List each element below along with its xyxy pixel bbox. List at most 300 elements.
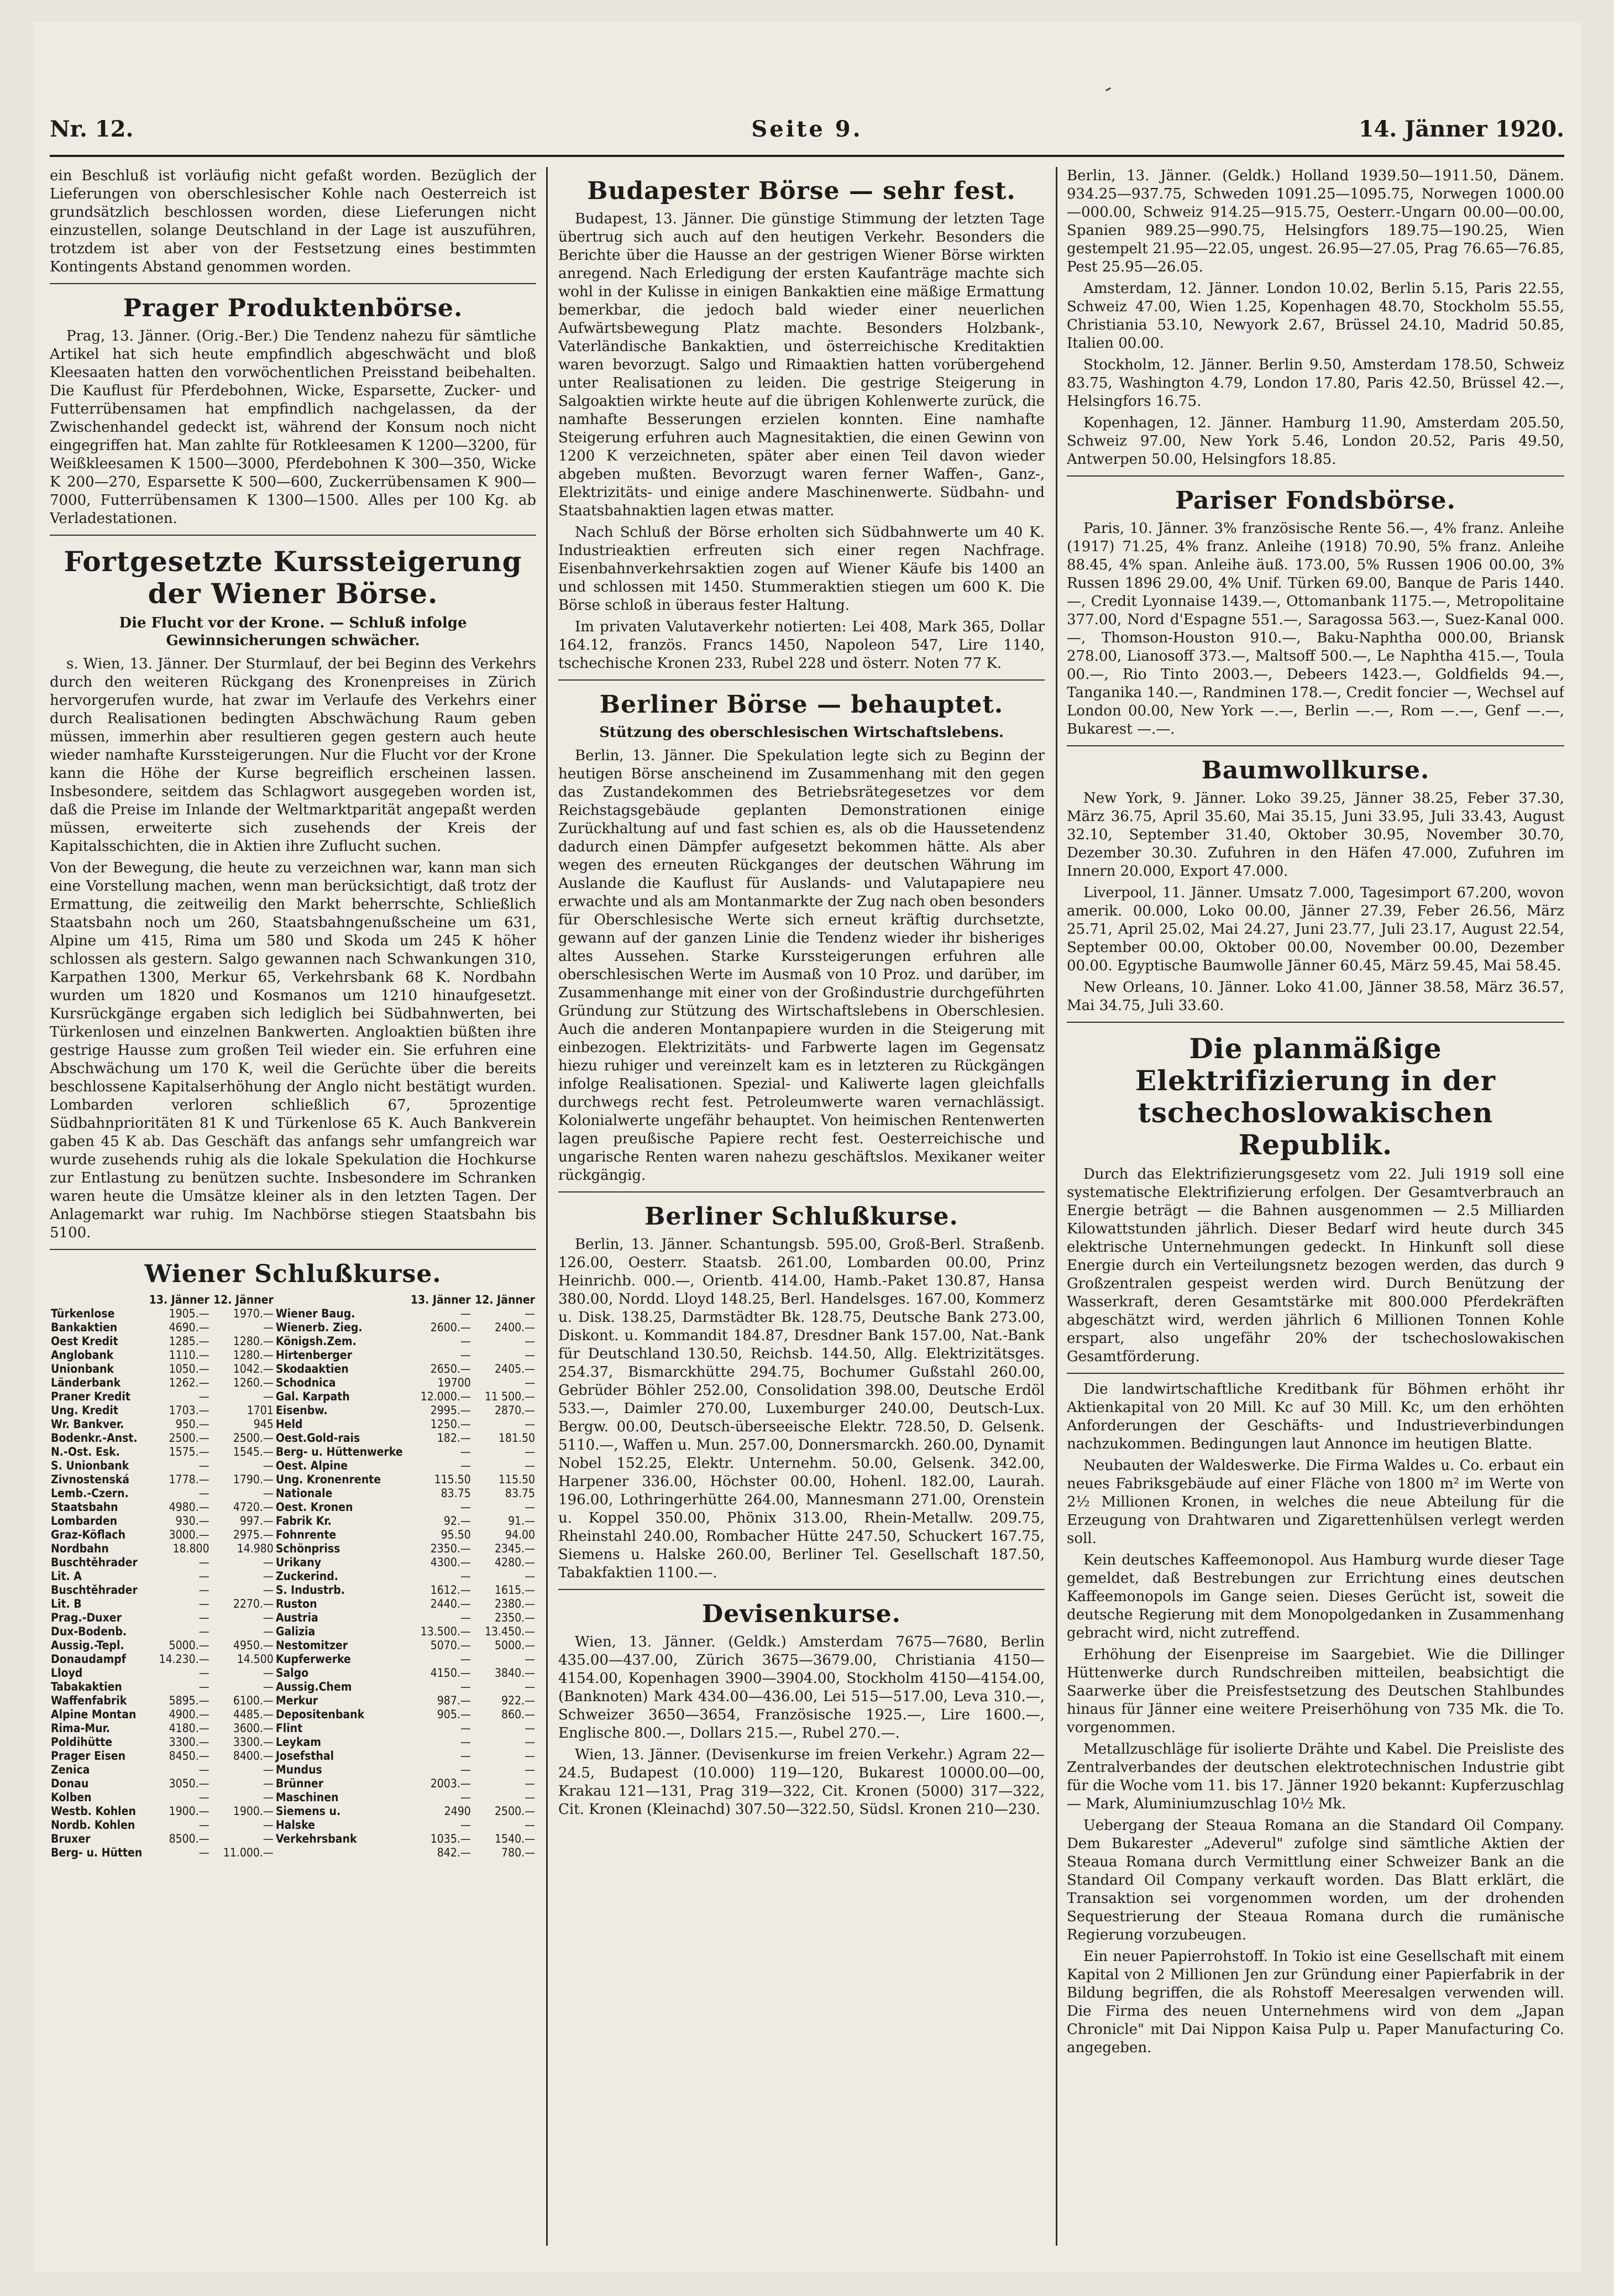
table-cell: — xyxy=(263,1625,274,1638)
table-cell: 115.50 xyxy=(498,1473,535,1486)
separator xyxy=(50,535,536,536)
table-cell: — xyxy=(198,1791,209,1804)
berlin-paragraph: Berlin, 13. Jänner. Die Spekulation legte sich zu Beginn der heutigen Börse anscheinend im Zusammenhang mit den gegen das Zustandekommen des Betriebsrätegesetzes vor dem Reichstagsgebäude geplanten Demonstrationen einige Zurückhaltung auf und fast schien es, als ob die Haussetendenz dadurch einen Dämpfer aufgesetzt bekommen hätte. Als aber wegen des erneuten Rückganges der deutschen Währung im Auslande die Kauflust für Auslands- und Valutapapiere neu erwachte und als am Montanmarkte der Zug nach oben besonders für Oberschlesische Werte sich erneut kräftig durchsetzte, gewann auf der ganzen Linie die Tendenz wieder ihr bisheriges altes Aussehen. Starke Kurssteigerungen erfuhren alle oberschlesischen Werte im Ausmaß von 10 Proz. und darüber, im Zusammenhange mit einer von der Großindustrie durchgeführten Gründung zur Stützung des Wirtschaftslebens in Oberschlesien. Auch die anderen Montanpapiere wurden in die Steigerung mit einbezogen. Elektrizitäts- und Farbwerte lagen im Gegensatz hiezu ruhiger und vereinzelt kam es in letzteren zu Rückgängen infolge Realisationen. Spezial- und Kaliwerte lagen gleichfalls durchwegs recht fest. Petroleumwerte waren vernachlässigt. Kolonialwerte ungefähr behauptet. Von heimischen Rentenwerten lagen preußische Papiere recht fest. Oesterreichische und ungarische Renten waren nahezu geschäftslos. Mexikaner weiter rückgängig. xyxy=(558,747,1045,1184)
baumwolle-liverpool: Liverpool, 11. Jänner. Umsatz 7.000, Tagesimport 67.200, wovon amerik. 00.000, Loko 00.00, Jänner 27.39, Feber 26.56, März 25.71, April 25.02, Mai 24.27, Juni 23.77, Juli 23.17, August 22.54, September 00.00, Oktober 00.00, November 00.00, Dezember 00.00. Egyptische Baumwolle Jänner 60.45, März 59.45, Mai 58.45. xyxy=(1067,885,1564,974)
table-cell: — xyxy=(460,1611,471,1624)
table-row xyxy=(50,1390,536,1404)
table-cell: 1280.— xyxy=(233,1348,274,1362)
table-cell: — xyxy=(198,1583,209,1597)
table-cell: 1540.— xyxy=(495,1832,535,1845)
table-cell: Lit. A xyxy=(51,1570,82,1583)
table-header-cell: 12. Jänner xyxy=(213,1293,274,1306)
table-cell: 2003.— xyxy=(430,1777,471,1790)
table-cell: Prager Eisen xyxy=(51,1749,126,1762)
table-cell: 95.50 xyxy=(441,1528,471,1541)
ink-mark xyxy=(1105,87,1111,92)
table-cell: 3000.— xyxy=(169,1528,209,1541)
table-cell: 2870.— xyxy=(495,1404,535,1417)
table-cell: Graz-Köflach xyxy=(51,1528,126,1541)
table-cell: 1790.— xyxy=(233,1473,274,1486)
table-cell: — xyxy=(263,1832,274,1845)
table-cell: 1703.— xyxy=(169,1404,209,1417)
table-cell: 115.50 xyxy=(434,1473,471,1486)
wien-subheading: Die Flucht vor der Krone. — Schluß infolge Gewinnsicherungen schwächer. xyxy=(119,615,467,649)
table-cell: Josefsthal xyxy=(275,1749,334,1762)
table-row xyxy=(50,1348,536,1362)
table-row xyxy=(50,1583,536,1597)
table-cell: 4150.— xyxy=(430,1666,471,1680)
table-row xyxy=(50,1735,536,1749)
table-cell: Kupferwerke xyxy=(275,1652,351,1666)
table-cell: Dux-Bodenb. xyxy=(51,1625,127,1638)
table-cell: Ung. Kronenrente xyxy=(275,1473,381,1486)
news-item: Neubauten der Waldeswerke. Die Firma Waldes u. Co. erbaut ein neues Fabriksgebäude auf einer Fläche von 1800 m² im Werte von 2½ Millionen Kronen, in welches die neue Abteilung für die Erzeugung von Drahtwaren und Zigarettenhülsen verlegt werden soll. xyxy=(1067,1457,1564,1547)
table-cell: 945 xyxy=(253,1418,274,1431)
table-cell: — xyxy=(525,1445,535,1458)
table-cell: Aussig.Chem xyxy=(275,1680,352,1693)
header-rule xyxy=(50,155,1564,157)
table-cell: 83.75 xyxy=(441,1487,471,1500)
table-cell: Königsh.Zem. xyxy=(275,1335,357,1348)
table-cell: Siemens u. xyxy=(275,1805,341,1818)
table-cell: Eisenbw. xyxy=(275,1404,328,1417)
table-cell: Lemb.-Czern. xyxy=(51,1487,129,1500)
table-cell: — xyxy=(263,1666,274,1680)
table-cell: 780.— xyxy=(501,1846,535,1859)
table-cell xyxy=(275,1846,408,1860)
table-cell: Wr. Bankver. xyxy=(51,1418,124,1431)
table-cell: 2405.— xyxy=(495,1362,535,1375)
table-cell: 1260.— xyxy=(233,1376,274,1389)
wiener-schlusskurse-table xyxy=(50,1293,536,1860)
table-row xyxy=(50,1376,536,1390)
table-cell: — xyxy=(460,1459,471,1472)
table-cell: — xyxy=(263,1818,274,1832)
table-cell: 4300.— xyxy=(430,1556,471,1569)
table-cell: 2995.— xyxy=(430,1404,471,1417)
table-cell: Alpine Montan xyxy=(51,1708,137,1721)
table-cell: 2345.— xyxy=(495,1542,535,1555)
table-cell: 3300.— xyxy=(233,1735,274,1749)
table-header-cell: 13. Jänner xyxy=(410,1293,471,1306)
table-cell: 1575.— xyxy=(169,1445,209,1458)
table-cell: 922.— xyxy=(501,1694,535,1707)
table-cell: — xyxy=(525,1652,535,1666)
table-cell: 1042.— xyxy=(233,1362,274,1375)
table-cell: Nestomitzer xyxy=(275,1639,348,1652)
table-row xyxy=(50,1500,536,1514)
table-cell: Türkenlose xyxy=(51,1307,115,1320)
table-cell: — xyxy=(263,1680,274,1693)
table-cell: 2500.— xyxy=(169,1431,209,1445)
table-cell: 1050.— xyxy=(169,1362,209,1375)
table-cell: 2400.— xyxy=(495,1321,535,1334)
table-row xyxy=(50,1431,536,1445)
table-row xyxy=(50,1307,536,1321)
baumwolle-heading: Baumwollkurse. xyxy=(1201,756,1430,784)
table-cell: Halske xyxy=(275,1818,315,1832)
table-cell: 5000.— xyxy=(169,1639,209,1652)
table-cell: — xyxy=(460,1791,471,1804)
table-cell: Anglobank xyxy=(51,1348,114,1362)
column-1 xyxy=(50,167,536,2257)
table-cell: — xyxy=(263,1791,274,1804)
table-row xyxy=(50,1321,536,1335)
table-cell: — xyxy=(198,1680,209,1693)
column-2 xyxy=(558,167,1045,2257)
table-cell: 8500.— xyxy=(169,1832,209,1845)
table-cell: 2270.— xyxy=(233,1597,274,1610)
table-cell: 930.— xyxy=(175,1514,209,1528)
table-cell: — xyxy=(525,1777,535,1790)
table-cell: Mundus xyxy=(275,1763,322,1776)
devisen-amsterdam: Amsterdam, 12. Jänner. London 10.02, Berlin 5.15, Paris 22.55, Schweiz 47.00, Wien 1.25, Kopenhagen 48.70, Stockholm 55.55, Christiania 53.10, Newyork 2.67, Brüssel 24.10, Madrid 50.85, Italien 00.00. xyxy=(1067,280,1564,352)
table-cell: 3050.— xyxy=(169,1777,209,1790)
table-cell: 92.— xyxy=(443,1514,471,1528)
table-cell: Donau xyxy=(51,1777,89,1790)
table-cell: Kolben xyxy=(51,1791,92,1804)
table-row xyxy=(50,1694,536,1708)
table-cell: — xyxy=(460,1763,471,1776)
table-cell: Wiener Baug. xyxy=(275,1307,355,1320)
table-cell: 13.500.— xyxy=(420,1625,471,1638)
table-cell: — xyxy=(460,1445,471,1458)
table-cell: 2650.— xyxy=(430,1362,471,1375)
devisen-stockholm: Stockholm, 12. Jänner. Berlin 9.50, Amsterdam 178.50, Schweiz 83.75, Washington 4.79, London 17.80, Paris 42.50, Brüssel 42.—, Helsingfors 16.75. xyxy=(1067,357,1564,410)
table-cell: Praner Kredit xyxy=(51,1390,130,1403)
table-cell: Nationale xyxy=(275,1487,333,1500)
table-cell: 1900.— xyxy=(233,1805,274,1818)
table-cell: 2490 xyxy=(444,1805,471,1818)
berlin-subheading: Stützung des oberschlesischen Wirtschaftslebens. xyxy=(599,724,1004,741)
table-cell: 4720.— xyxy=(233,1500,274,1514)
table-cell: — xyxy=(525,1722,535,1735)
table-cell: — xyxy=(198,1556,209,1569)
table-cell: Tabakaktien xyxy=(51,1680,122,1693)
table-cell: — xyxy=(263,1611,274,1624)
wien-paragraph-2: Von der Bewegung, die heute zu verzeichnen war, kann man sich eine Vorstellung machen, wenn man berücksichtigt, daß trotz der Ermattung, die zeitweilig den Markt beherrschte, Schließlich Staatsbahn noch um 260, Staatsbahngenußscheine um 631, Alpine um 415, Rima um 580 und Skoda um 245 K höher schlossen als gestern. Salgo gewannen nach Schwankungen 310, Karpathen 1300, Merkur 65, Verkehrsbank 68 K. Nordbahn wurden um 1820 und Kosmanos um 1210 hinaufgesetzt. Kursrückgänge ergaben sich lediglich bei Südbahnwerten, bei Türkenlosen und einzelnen Bankwerten. Angloaktien büßten ihre gestrige Hausse zum großen Teil wieder ein. Sie erfuhren eine Abschwächung um 170 K, weil die Gerüchte über die bereits beschlossene Kapitalserhöhung der Anglo nicht bestätigt wurden. Lombarden verloren schließlich 67, 5prozentige Südbahnprioritäten 81 K und Türkenlose 65 K. Auch Bankverein gaben 45 K ab. Das Geschäft das anfangs sehr umfangreich war wurde zusehends ruhig als die lokale Spekulation die Hochkurse zur Entlastung zu benützen suchte. Insbesondere im Schranken waren heute die Umsätze kleiner als in den letzten Tagen. Der Anlagemarkt war ruhig. Im Nachbörse stiegen Staatsbahn bis 5100. xyxy=(50,860,536,1241)
table-cell: Leykam xyxy=(275,1735,321,1749)
table-cell: — xyxy=(263,1556,274,1569)
table-cell: 4485.— xyxy=(233,1708,274,1721)
budapest-paragraph-2: Nach Schluß der Börse erholten sich Südbahnwerte um 40 K. Industrieaktien erfreuten sich einer regen Nachfrage. Eisenbahnverkehrsaktien zogen auf Wiener Käufe bis 1400 an und schlossen mit 1450. Stummeraktien stiegen um 600 K. Die Börse schloß in überaus fester Haltung. xyxy=(558,524,1045,614)
table-cell: — xyxy=(460,1335,471,1348)
table-cell: 2440.— xyxy=(430,1597,471,1610)
table-cell: — xyxy=(198,1818,209,1832)
page-header xyxy=(50,116,1564,155)
table-cell: — xyxy=(198,1597,209,1610)
table-cell: Bruxer xyxy=(51,1832,91,1845)
table-cell: 1545.— xyxy=(233,1445,274,1458)
table-cell: — xyxy=(460,1735,471,1749)
table-cell: — xyxy=(525,1376,535,1389)
separator xyxy=(1067,475,1564,477)
table-header-row xyxy=(50,1293,536,1307)
separator xyxy=(558,679,1045,681)
paris-text: Paris, 10. Jänner. 3% französische Rente 56.—, 4% franz. Anleihe (1917) 71.25, 4% franz. Anleihe (1918) 70.90, 5% franz. Anleihe 88.45, 4% span. Anleihe äuß. 173.00, 5% Russen 1906 00.00, 3% Russen 1896 29.00, 4% Unif. Türken 69.00, Banque de Paris 1440.—, Credit Lyonnaise 1439.—, Ottomanbank 1175.—, Metropolitaine 377.00, Nord d'Espagne 551.—, Saragossa 563.—, Suez-Kanal 000.—, Thomson-Houston 910.—, Baku-Naphtha 000.00, Briansk 278.00, Lianosoff 373.—, Maltsoff 500.—, Le Naphtha 415.—, Toula 00.—, Rio Tinto 2003.—, Debeers 1423.—, Goldfields 94.—, Tanganika 140.—, Randminen 178.—, Credit foncier —, Wechsel auf London 00.00, New York —.—, Berlin —.—, Rom —.—, Genf —.—, Bukarest —.—. xyxy=(1067,520,1564,738)
schlusskurse-heading: Wiener Schlußkurse. xyxy=(144,1260,442,1288)
separator xyxy=(1067,745,1564,746)
table-row xyxy=(50,1611,536,1625)
table-cell: Held xyxy=(275,1418,303,1431)
table-cell: — xyxy=(198,1763,209,1776)
table-cell: 8400.— xyxy=(233,1749,274,1762)
table-cell: 1900.— xyxy=(169,1805,209,1818)
table-cell: 1612.— xyxy=(430,1583,471,1597)
table-cell: — xyxy=(460,1500,471,1514)
table-cell: — xyxy=(460,1307,471,1320)
table-cell: 12.000.— xyxy=(420,1390,471,1403)
table-row xyxy=(50,1528,536,1542)
table-cell: — xyxy=(525,1459,535,1472)
table-cell: 2350.— xyxy=(495,1611,535,1624)
table-cell: — xyxy=(525,1735,535,1749)
table-cell: 5070.— xyxy=(430,1639,471,1652)
quotes-table-wrapper xyxy=(50,1293,536,1860)
paris-heading: Pariser Fondsbörse. xyxy=(1175,487,1456,515)
table-cell: — xyxy=(460,1680,471,1693)
table-cell: — xyxy=(263,1459,274,1472)
table-cell: — xyxy=(198,1611,209,1624)
table-cell: — xyxy=(263,1777,274,1790)
table-cell: 3600.— xyxy=(233,1722,274,1735)
table-cell: — xyxy=(525,1749,535,1762)
table-row xyxy=(50,1639,536,1652)
prag-heading: Prager Produktenbörse. xyxy=(123,294,463,322)
table-cell: 94.00 xyxy=(505,1528,535,1541)
table-cell: 2600.— xyxy=(430,1321,471,1334)
table-cell: — xyxy=(525,1791,535,1804)
table-cell: 3300.— xyxy=(169,1735,209,1749)
table-cell: Fohnrente xyxy=(275,1528,337,1541)
table-row xyxy=(50,1722,536,1735)
table-cell: Bodenkr.-Anst. xyxy=(51,1431,138,1445)
table-cell: Berg- u. Hüttenwerke xyxy=(275,1445,403,1458)
separator xyxy=(50,1249,536,1250)
table-row xyxy=(50,1818,536,1832)
table-cell: 1778.— xyxy=(169,1473,209,1486)
devisenkurse-text-2: Wien, 13. Jänner. (Devisenkurse im freien Verkehr.) Agram 22—24.5, Budapest (10.000) 119—120, Bukarest 10000.00—00, Krakau 121—131, Prag 319—322, Cit. Kronen (5000) 317—322, Cit. Kronen (Kleinachd) 307.50—322.50, Südsl. Kronen 210—230. xyxy=(558,1746,1045,1818)
table-cell: 1110.— xyxy=(169,1348,209,1362)
table-cell: 14.230.— xyxy=(159,1652,209,1666)
table-cell: 2350.— xyxy=(430,1542,471,1555)
table-cell: Maschinen xyxy=(275,1791,339,1804)
table-cell: Zivnostenská xyxy=(51,1473,130,1486)
table-cell: — xyxy=(263,1583,274,1597)
table-cell: Aussig.-Tepl. xyxy=(51,1639,124,1652)
table-row xyxy=(50,1473,536,1487)
issue-number: Nr. 12. xyxy=(50,116,134,142)
table-cell: Salgo xyxy=(275,1666,309,1680)
separator xyxy=(50,283,536,284)
table-cell: 11.000.— xyxy=(223,1846,274,1859)
berliner-schlusskurse-heading: Berliner Schlußkurse. xyxy=(644,1202,958,1231)
table-header-cell: 12. Jänner xyxy=(475,1293,535,1306)
table-cell: — xyxy=(263,1570,274,1583)
berliner-schlusskurse-text: Berlin, 13. Jänner. Schantungsb. 595.00, Groß-Berl. Straßenb. 126.00, Oesterr. Staatsb. 261.00, Lombarden 00.00, Prinz Heinrichb. 000.—, Orientb. 414.00, Hamb.-Paket 130.87, Hansa 380.00, Nordd. Lloyd 148.25, Berl. Handelsges. 167.00, Kommerz u. Disk. 138.25, Darmstädter Bk. 128.75, Deutsche Bank 273.00, Diskont. u. Kommandit 184.87, Dresdner Bank 157.00, Nat.-Bank für Deutschland 130.50, Reichsb. 144.50, Allg. Elektrizitätsges. 254.37, Bismarckhütte 294.75, Bochumer Gußstahl 260.00, Gebrüder Böhler 252.00, Consolidation 398.00, Deutsche Erdöl 533.—, Daimler 270.00, Luxemburger 240.00, Deutsch-Lux. Bergw. 00.00, Deutsch-überseeische Elektr. 728.50, D. Gelsenk. 5110.—, Waffen u. Mun. 257.00, Donnersmarckh. 260.00, Dynamit Nobel 152.25, Elektr. Unternehm. 50.00, Gelsenk. 342.00, Harpener 336.00, Höchster 00.00, Hohenl. 182.00, Laurah. 196.00, Lothringerhütte 264.00, Mannesmann 271.00, Orenstein u. Koppel 350.00, Phönix 313.00, Rhein-Metallw. 209.75, Rheinstahl 240.00, Rombacher Hütte 247.50, Schuckert 167.75, Siemens u. Halske 260.00, Berliner Tel. Gesellschaft 187.50, Tabakfaktien 1100.—. xyxy=(558,1236,1045,1581)
berlin-heading: Berliner Börse — behauptet. xyxy=(599,691,1004,719)
table-cell: Flint xyxy=(275,1722,303,1735)
table-row xyxy=(50,1791,536,1805)
table-cell: 2380.— xyxy=(495,1597,535,1610)
table-cell: — xyxy=(460,1749,471,1762)
table-cell: Depositenbank xyxy=(275,1708,365,1721)
table-cell: Lombarden xyxy=(51,1514,118,1528)
elektrifizierung-heading: Die planmäßige Elektrifizierung in der tschechoslowakischen Republik. xyxy=(1135,1032,1496,1161)
article-continuation: ein Beschluß ist vorläufig nicht gefaßt worden. Bezüglich der Lieferungen von oberschlesischer Kohle nach Oesterreich ist grundsätzlich beschlossen worden, diese Lieferungen nicht einzustellen, solange Deutschland in der Lage ist auszuführen, trotzdem ist aber von der Festsetzung eines bestimmten Kontingents Abstand genommen worden. xyxy=(50,168,536,275)
separator xyxy=(1067,1373,1564,1374)
table-cell: — xyxy=(525,1500,535,1514)
table-row xyxy=(50,1763,536,1777)
table-cell: 3840.— xyxy=(495,1666,535,1680)
baumwolle-neworleans: New Orleans, 10. Jänner. Loko 41.00, Jänner 38.58, März 36.57, Mai 34.75, Juli 33.60. xyxy=(1067,979,1564,1014)
table-cell: Fabrik Kr. xyxy=(275,1514,332,1528)
table-row xyxy=(50,1846,536,1860)
table-row xyxy=(50,1666,536,1680)
table-cell: Skodaaktien xyxy=(275,1362,349,1375)
table-cell: Bankaktien xyxy=(51,1321,118,1334)
table-cell: — xyxy=(198,1666,209,1680)
table-cell: 997.— xyxy=(239,1514,274,1528)
news-item: Kein deutsches Kaffeemonopol. Aus Hamburg wurde dieser Tage gemeldet, daß Bestrebungen zur Errichtung eines deutschen Kaffeemonopols im Gange seien. Dieses Gerücht ist, soweit die deutsche Regierung mit dem Monopolgedanken in Zusammenhang gebracht wird, nicht zutreffend. xyxy=(1067,1552,1564,1641)
table-cell: Rima-Mur. xyxy=(51,1722,111,1735)
devisen-berlin: Berlin, 13. Jänner. (Geldk.) Holland 1939.50—1911.50, Dänem. 934.25—937.75, Schweden 1091.25—1095.75, Norwegen 1000.00—000.00, Schweiz 914.25—915.75, Oesterr.-Ungarn 00.00—00.00, Spanien 989.25—990.75, Helsingfors 189.75—190.25, Wien gestempelt 21.95—22.05, ungest. 26.95—27.05, Prag 76.65—76.85, Pest 25.95—26.05. xyxy=(1067,168,1564,275)
table-cell: 8450.— xyxy=(169,1749,209,1762)
table-row xyxy=(50,1570,536,1583)
table-cell: — xyxy=(198,1625,209,1638)
table-cell: 83.75 xyxy=(505,1487,535,1500)
table-cell: 14.980 xyxy=(237,1542,274,1555)
table-cell: — xyxy=(263,1763,274,1776)
table-cell: 950.— xyxy=(175,1418,209,1431)
budapest-paragraph-1: Budapest, 13. Jänner. Die günstige Stimmung der letzten Tage übertrug sich auch auf den heutigen Verkehr. Besonders die Berichte über die Hausse an der gestrigen Wiener Börse wirkten anregend. Nach Erledigung der ersten Kaufanträge machte sich wohl in der Kulisse in einigen Bankaktien eine mäßige Ermattung bemerkbar, die jedoch bald wieder einer neuerlichen Aufwärtsbewegung Platz machte. Besonders Holzbank-, Vaterländische Bankaktien, und österreichische Kreditaktien waren bevorzugt. Salgo und Rimaaktien hatten vorübergehend unter Realisationen zu leiden. Die gestrige Steigerung in Salgoaktien wirkte heute auf die übrigen Kohlenwerte zurück, die namhafte Besserungen erzielen konnten. Eine namhafte Steigerung erfuhren auch Magnesitaktien, die einen Gewinn von 1200 K verzeichneten, später aber einen Teil davon wieder abgeben mußten. Bevorzugt waren ferner Waffen-, Ganz-, Elektrizitäts- und einige andere Maschinenwerte. Südbahn- und Staatsbahnaktien lagen etwas matter. xyxy=(558,211,1045,519)
table-cell: Prag.-Duxer xyxy=(51,1611,122,1624)
table-cell: Gal. Karpath xyxy=(275,1390,350,1403)
table-cell: — xyxy=(263,1390,274,1403)
table-header-cell: 13. Jänner xyxy=(149,1293,209,1306)
table-cell: — xyxy=(525,1570,535,1583)
table-cell: 5895.— xyxy=(169,1694,209,1707)
elektrifizierung-text: Durch das Elektrifizierungsgesetz vom 22. Juli 1919 soll eine systematische Elektrifizierung erfolgen. Der Gesamtverbrauch an Energie beträgt — die Bahnen ausgenommen — 2.5 Milliarden Kilowattstunden jährlich. Dieser Bedarf wird heute durch 345 elektrische Unternehmungen gedeckt. In Hinkunft soll diese Energie durch ein Verteilungsnetz bezogen werden, das durch 9 Großzentralen gespeist werden wird. Durch Benützung der Wasserkraft, deren Gesamtstärke mit 800.000 Pferdekräften abgeschätzt wird, werden jährlich 6 Millionen Tonnen Kohle erspart, also ungefähr 20% der tschechoslowakischen Gesamtförderung. xyxy=(1067,1166,1564,1365)
table-cell: Poldihütte xyxy=(51,1735,113,1749)
table-cell: 860.— xyxy=(501,1708,535,1721)
column-3 xyxy=(1067,167,1564,2257)
table-row xyxy=(50,1777,536,1791)
prag-text: Prag, 13. Jänner. (Orig.-Ber.) Die Tendenz nahezu für sämtliche Artikel hat sich heute empfindlich abgeschwächt und bloß Kleesaaten hatten den vorwöchentlichen Preisstand beibehalten. Die Kauflust für Pferdebohnen, Wicke, Esparsette, Zucker- und Futterrübensamen hat empfindlich nachgelassen, da der Zwischenhandel gedeckt ist, während der Konsum noch nicht eingegriffen hat. Man zahlte für Rotkleesamen K 1200—3200, für Weißkleesamen K 1500—3000, Pferdebohnen K 300—350, Wicke K 200—270, Esparsette K 500—600, Zuckerrübensamen K 900—7000, Futterrübensamen K 1300—1500. Alles per 100 Kg. ab Verladestationen. xyxy=(50,328,536,527)
table-cell: Brünner xyxy=(275,1777,324,1790)
table-row xyxy=(50,1362,536,1376)
table-cell: — xyxy=(525,1348,535,1362)
table-cell: 4980.— xyxy=(169,1500,209,1514)
table-cell: Zenica xyxy=(51,1763,90,1776)
news-item: Metallzuschläge für isolierte Drähte und Kabel. Die Preisliste des Zentralverbandes der deutschen elektrotechnischen Industrie gibt für die Woche vom 11. bis 17. Jänner 1920 bekannt: Kupferzuschlag — Mark, Aluminiumzuschlag 10½ Mk. xyxy=(1067,1741,1564,1812)
news-item: Erhöhung der Eisenpreise im Saargebiet. Wie die Dillinger Hüttenwerke durch Rundschreiben mitteilen, beabsichtigt die Saarwerke über die Preisfestsetzung des Deutschen Stahlbundes hinaus für Jänner eine weitere Preiserhöhung von 735 Mk. die To. vorgenommen. xyxy=(1067,1646,1564,1736)
table-cell: Wienerb. Zieg. xyxy=(275,1321,363,1334)
table-cell: 1970.— xyxy=(233,1307,274,1320)
table-cell: 19700 xyxy=(437,1376,471,1389)
table-cell: 905.— xyxy=(437,1708,471,1721)
table-cell: — xyxy=(198,1570,209,1583)
devisen-kopenhagen: Kopenhagen, 12. Jänner. Hamburg 11.90, Amsterdam 205.50, Schweiz 97.00, New York 5.46, London 20.52, Paris 49.50, Antwerpen 50.00, Helsingfors 18.85. xyxy=(1067,415,1564,468)
table-cell: 1250.— xyxy=(430,1418,471,1431)
wien-heading: Fortgesetzte Kurssteigerung der Wiener Börse. xyxy=(64,545,522,610)
table-header-cell xyxy=(275,1293,408,1307)
table-row xyxy=(50,1805,536,1818)
table-row xyxy=(50,1556,536,1570)
table-cell: — xyxy=(525,1818,535,1832)
table-cell: Austria xyxy=(275,1611,318,1624)
table-cell: Nordb. Kohlen xyxy=(51,1818,135,1832)
table-cell: 4180.— xyxy=(169,1722,209,1735)
table-cell: Staatsbahn xyxy=(51,1500,118,1514)
issue-date: 14. Jänner 1920. xyxy=(1358,116,1564,142)
table-cell: 1035.— xyxy=(430,1832,471,1845)
table-row xyxy=(50,1487,536,1500)
table-cell: 181.50 xyxy=(498,1431,535,1445)
table-cell: Ung. Kredit xyxy=(51,1404,118,1417)
table-cell: 1701 xyxy=(247,1404,274,1417)
table-cell: 2500.— xyxy=(495,1805,535,1818)
table-cell: Berg- u. Hütten xyxy=(51,1846,143,1859)
table-cell: 1905.— xyxy=(169,1307,209,1320)
table-cell: 6100.— xyxy=(233,1694,274,1707)
budapest-paragraph-3: Im privaten Valutaverkehr notierten: Lei 408, Mark 365, Dollar 164.12, französ. Francs 1450, Napoleon 547, Lire 1140, tschechische Kronen 233, Rubel 228 und österr. Noten 77 K. xyxy=(558,619,1045,672)
table-cell: S. Industrb. xyxy=(275,1583,345,1597)
table-row xyxy=(50,1708,536,1722)
table-cell: Buschtěhrader xyxy=(51,1556,138,1569)
table-cell: Zuckerind. xyxy=(275,1570,338,1583)
table-cell: Schodnica xyxy=(275,1376,336,1389)
page-number: Seite 9. xyxy=(751,116,863,142)
table-cell: Ruston xyxy=(275,1597,317,1610)
budapest-heading: Budapester Börse — sehr fest. xyxy=(587,177,1016,205)
table-header-cell xyxy=(50,1293,146,1307)
table-cell: Länderbank xyxy=(51,1376,121,1389)
table-cell: 4900.— xyxy=(169,1708,209,1721)
table-cell: — xyxy=(263,1321,274,1334)
table-cell: Donaudampf xyxy=(51,1652,127,1666)
news-item: Ein neuer Papierrohstoff. In Tokio ist eine Gesellschaft mit einem Kapital von 2 Millionen Jen zur Gründung einer Papierfabrik in der Bildung begriffen, die als Rohstoff Meeresalgen verwenden will. Die Firma des neuen Unternehmens wird von dem „Japan Chronicle" mit Dai Nippon Kaisa Pulp u. Paper Manufacturing Co. angegeben. xyxy=(1067,1948,1564,2056)
table-cell: 18.800 xyxy=(172,1542,209,1555)
table-row xyxy=(50,1832,536,1846)
table-cell: Galizia xyxy=(275,1625,316,1638)
table-row xyxy=(50,1542,536,1556)
table-row xyxy=(50,1625,536,1639)
table-row xyxy=(50,1445,536,1459)
table-cell: Oest. Alpine xyxy=(275,1459,348,1472)
table-cell: 1615.— xyxy=(495,1583,535,1597)
table-cell: 5000.— xyxy=(495,1639,535,1652)
table-cell: — xyxy=(198,1390,209,1403)
news-item: Die landwirtschaftliche Kreditbank für Böhmen erhöht ihr Aktienkapital von 20 Mill. Kc auf 30 Mill. Kc, um den erhöhten Anforderungen der Geschäfts- und Industrieverbindungen nachzukommen. Bedingungen laut Annonce im heutigen Blatte. xyxy=(1067,1381,1564,1452)
table-cell: Hirtenberger xyxy=(275,1348,353,1362)
table-cell: 4690.— xyxy=(169,1321,209,1334)
news-item: Uebergang der Steaua Romana an die Standard Oil Company. Dem Bukarester „Adeverul" zufolge sind sämtliche Aktien der Steaua Romana durch Vermittlung einer Schweizer Bank an die Standard Oil Company verkauft worden. Das Blatt erklärt, die Transaktion sei vorgenommen worden, um der drohenden Sequestrierung der Steaua Romana durch die rumänische Regierung vorzubeugen. xyxy=(1067,1817,1564,1943)
table-cell: Nordbahn xyxy=(51,1542,109,1555)
table-cell: Urikany xyxy=(275,1556,322,1569)
column-divider xyxy=(1056,167,1057,2246)
table-row xyxy=(50,1335,536,1348)
separator xyxy=(1067,1022,1564,1023)
newspaper-page xyxy=(33,22,1581,2272)
table-cell: — xyxy=(525,1680,535,1693)
table-body xyxy=(50,1307,536,1860)
table-row xyxy=(50,1652,536,1666)
table-row xyxy=(50,1680,536,1694)
table-cell: Oest.Gold-rais xyxy=(275,1431,360,1445)
table-cell: 1262.— xyxy=(169,1376,209,1389)
table-cell: 91.— xyxy=(508,1514,535,1528)
